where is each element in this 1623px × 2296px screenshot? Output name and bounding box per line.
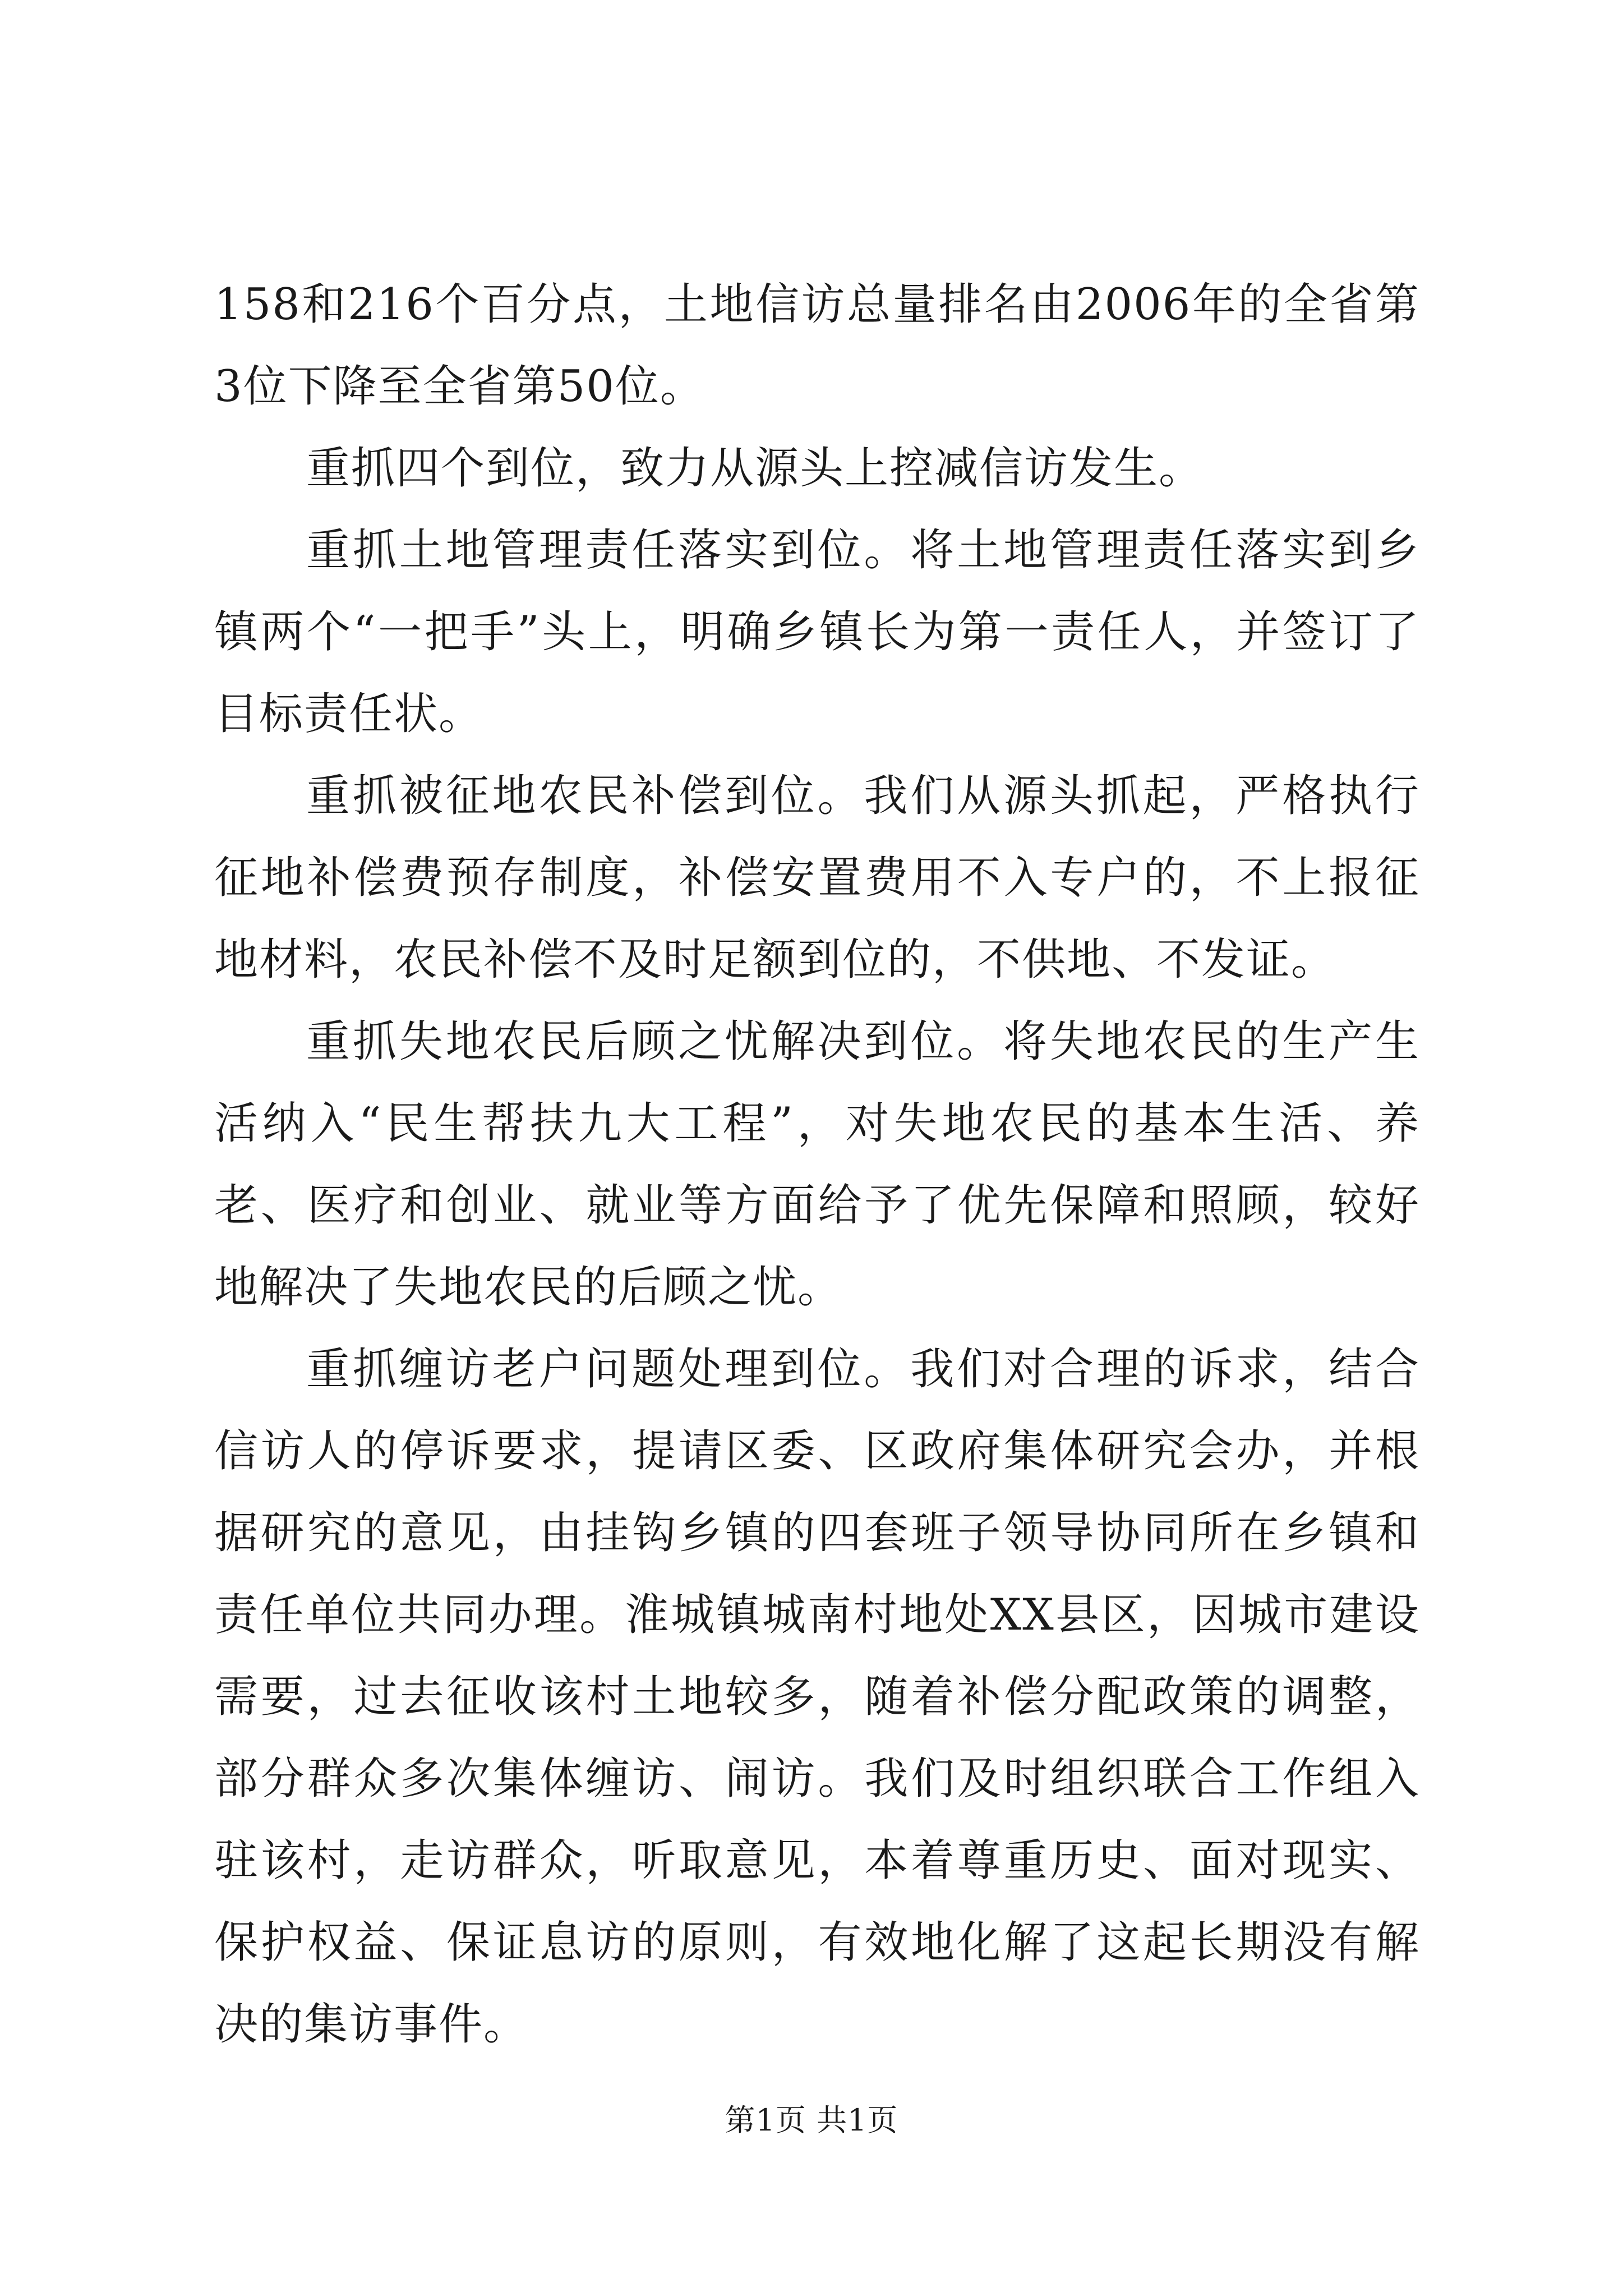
page-number-footer: 第1页 共1页 [725, 2102, 898, 2138]
paragraph-compensation: 重抓被征地农民补偿到位。我们从源头抓起，严格执行征地补偿费预存制度，补偿安置费用不入专户的，不上报征地材料，农民补偿不及时足额到位的，不供地、不发证。 [214, 771, 1420, 985]
paragraph-landless-farmers: 重抓失地农民后顾之忧解决到位。将失地农民的生产生活纳入“民生帮扶九大工程”，对失地农民的基本生活、养老、医疗和创业、就业等方面给予了优先保障和照顾，较好地解决了失地农民的后顾之忧。 [214, 1016, 1420, 1313]
paragraph-heading: 重抓四个到位，致力从源头上控减信访发生。 [306, 443, 1204, 494]
paragraph-continuation: 158和216个百分点，土地信访总量排名由2006年的全省第3位下降至全省第50位。 [214, 279, 1420, 412]
paragraph-petition-handling: 重抓缠访老户问题处理到位。我们对合理的诉求，结合信访人的停诉要求，提请区委、区政府集体研究会办，并根据研究的意见，由挂钩乡镇的四套班子领导协同所在乡镇和责任单位共同办理。淮城镇城南村地处XX县区，因城市建设需要，过去征收该村土地较多，随着补偿分配政策的调整，部分群众多次集体缠访、闹访。我们及时组织联合工作组入驻该村，走访群众，听取意见，本着尊重历史、面对现实、保护权益、保证息访的原则，有效地化解了这起长期没有解决的集访事件。 [214, 1344, 1420, 2050]
document-body [214, 264, 1420, 2065]
paragraph-land-management: 重抓土地管理责任落实到位。将土地管理责任落实到乡镇两个“一把手”头上，明确乡镇长为第一责任人，并签订了目标责任状。 [214, 525, 1420, 739]
